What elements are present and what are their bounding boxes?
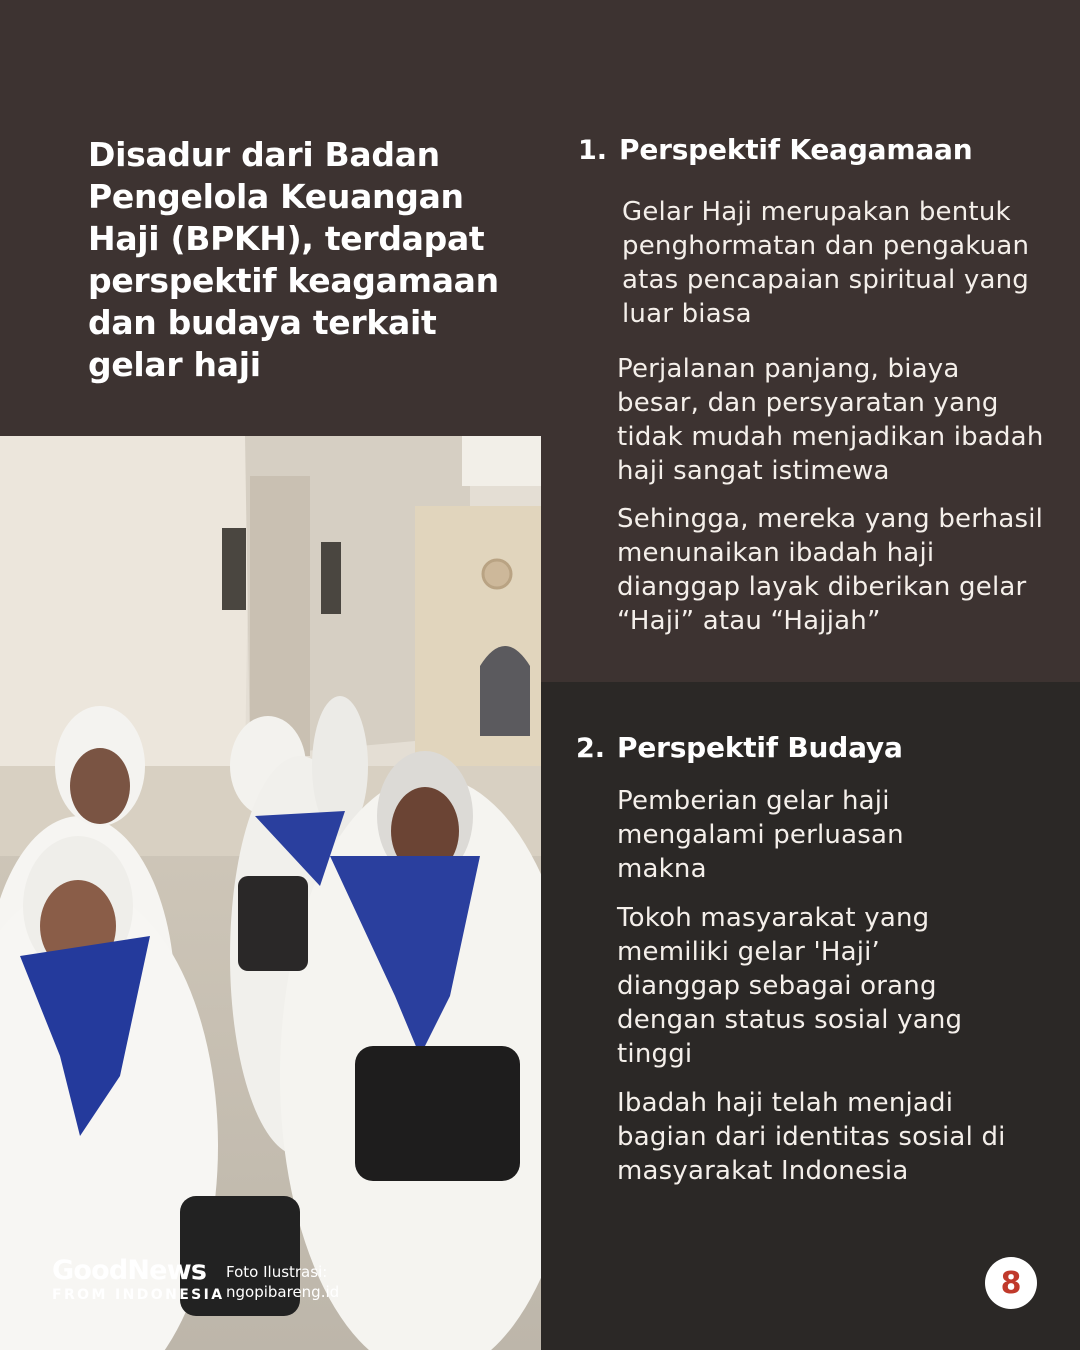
brand-logo	[52, 1256, 225, 1304]
section-2-paragraph-1: Pemberian gelar haji mengalami perluasan makna	[617, 786, 904, 884]
section-1-paragraph-2: Perjalanan panjang, biaya besar, dan persyaratan yang tidak mudah menjadikan ibadah haji sangat istimewa	[617, 354, 1044, 486]
page-number-badge: 8	[985, 1257, 1037, 1309]
photo-credit-source: ngopibareng.id	[226, 1283, 340, 1301]
section-1-number: 1.	[578, 135, 608, 166]
headline: Disadur dari Badan Pengelola Keuangan Haji (BPKH), terdapat perspektif keagamaan dan budaya terkait gelar haji	[88, 135, 499, 384]
section-2-paragraph-3: Ibadah haji telah menjadi bagian dari identitas sosial di masyarakat Indonesia	[617, 1088, 1006, 1186]
section-1-paragraph-3: Sehingga, mereka yang berhasil menunaikan ibadah haji dianggap layak diberikan gelar “Haji” atau “Hajjah”	[617, 504, 1044, 636]
brand-subtitle: FROM INDONESIA	[52, 1287, 225, 1303]
section-1-paragraph-1: Gelar Haji merupakan bentuk penghormatan dan pengakuan atas pencapaian spiritual yang luar biasa	[622, 197, 1030, 329]
section-2-number: 2.	[576, 733, 606, 764]
section-2-title: Perspektif Budaya	[617, 731, 903, 764]
section-2-paragraph-2: Tokoh masyarakat yang memiliki gelar 'Haji’ dianggap sebagai orang dengan status sosial yang tinggi	[617, 903, 963, 1069]
brand-name: GoodNews	[52, 1255, 207, 1286]
photo-credit	[226, 1262, 339, 1302]
section-1-title: Perspektif Keagamaan	[619, 133, 973, 166]
pilgrims-photo	[0, 436, 541, 1350]
photo-credit-label: Foto Ilustrasi:	[226, 1263, 328, 1281]
